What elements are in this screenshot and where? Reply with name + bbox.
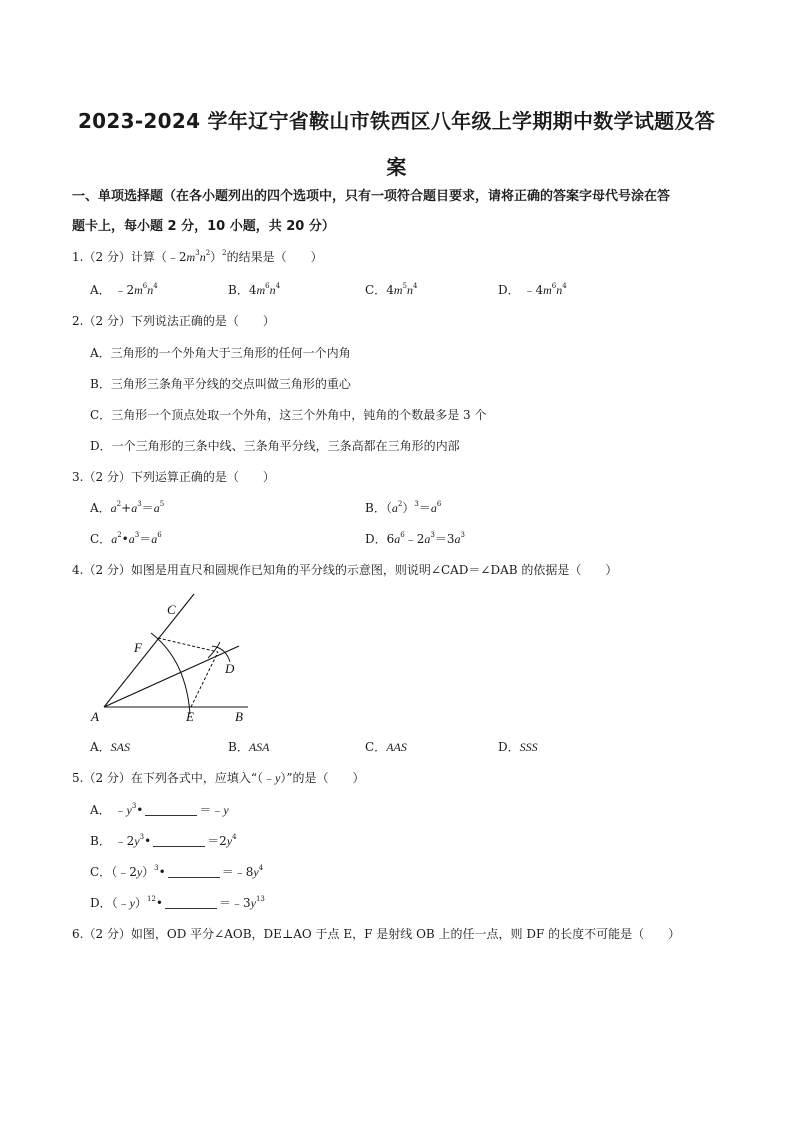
question-3-option-c[interactable]: C．$a^2•a^3=a^6$	[90, 531, 162, 546]
question-text: 下列说法正确的是（ ）	[130, 314, 275, 328]
question-6-stem	[72, 926, 680, 942]
question-3-option-d[interactable]: D．$6a^6﹣2a^3=3a^3$	[365, 531, 465, 546]
question-4-option-b[interactable]	[228, 739, 270, 755]
option-label: B．	[365, 501, 386, 515]
section-heading-line-1: 一、单项选择题（在各小题列出的四个选项中，只有一项符合题目要求，请将正确的答案字母代号涂在答	[72, 189, 671, 204]
answer-blank	[145, 804, 197, 816]
option-text: SAS	[110, 740, 131, 754]
question-2-option-b[interactable]	[90, 376, 351, 392]
question-number: 5.	[72, 771, 84, 785]
option-label: C．	[90, 408, 112, 422]
option-text: 三角形一个顶点处取一个外角，这三个外角中，钝角的个数最多是 3 个	[111, 408, 487, 422]
question-3-option-a[interactable]: A．$a^2+a^3=a^5$	[90, 500, 165, 515]
option-label: D．	[365, 532, 387, 546]
question-score: （2 分）	[83, 250, 131, 264]
question-2-option-d[interactable]	[90, 438, 460, 454]
question-score: （2 分）	[83, 470, 131, 484]
angle-bisector-diagram	[80, 590, 260, 730]
question-1-option-d[interactable]: D． $﹣4m^6n^4$	[498, 282, 567, 297]
option-label: D．	[90, 896, 112, 910]
question-3-option-b[interactable]: B．$(a^2)^3=a^6$	[365, 500, 442, 515]
question-1-option-b[interactable]: B．$4m^6n^4$	[228, 282, 281, 297]
option-label: C．	[365, 740, 387, 754]
answer-blank	[168, 866, 220, 878]
question-5-option-a[interactable]: A． $﹣y^3•$ ＝﹣y	[90, 802, 229, 817]
question-2-option-c[interactable]	[90, 407, 486, 423]
question-5-option-d[interactable]: D．（﹣y）$^{12}$• $=﹣3y^{13}$	[90, 895, 265, 910]
answer-blank	[165, 897, 217, 909]
title-line-2: 案	[386, 155, 407, 179]
question-1-option-c[interactable]: C．$4m^5n^4$	[365, 282, 418, 297]
option-label: B．	[228, 740, 249, 754]
document-title	[60, 98, 733, 190]
option-label: D．	[498, 740, 520, 754]
question-number: 6.	[72, 927, 84, 941]
option-label: C．	[365, 283, 387, 297]
question-1-option-a[interactable]: A． $﹣2m^6n^4$	[90, 282, 158, 297]
question-number: 3.	[72, 470, 84, 484]
label-e: E	[186, 709, 194, 724]
option-text: ASA	[248, 740, 270, 754]
answer-blank	[153, 835, 205, 847]
option-label: A．	[90, 740, 111, 754]
option-text: SSS	[519, 740, 538, 754]
option-label: C．	[90, 532, 112, 546]
option-label: A．	[90, 501, 111, 515]
question-4-option-c[interactable]	[365, 739, 407, 755]
label-d: D	[225, 661, 235, 676]
question-score: （2 分）	[83, 771, 131, 785]
title-line-1: 2023-2024 学年辽宁省鞍山市铁西区八年级上学期期中数学试题及答	[77, 109, 716, 133]
question-score: （2 分）	[83, 563, 131, 577]
label-b: B	[235, 709, 243, 724]
question-number: 2.	[72, 314, 84, 328]
question-text: 如图，OD 平分∠AOB，DE⊥AO 于点 E，F 是射线 OB 上的任一点，则 DF 的长度不可能是（ ）	[130, 927, 681, 941]
option-label: C．	[90, 865, 112, 879]
question-2-option-a[interactable]	[90, 345, 351, 361]
label-f: F	[134, 640, 142, 655]
question-4-option-a[interactable]	[90, 739, 130, 755]
label-a: A	[91, 709, 99, 724]
question-3-stem	[72, 469, 275, 485]
option-label: A．	[90, 803, 111, 817]
option-text: AAS	[386, 740, 407, 754]
option-label: B．	[228, 283, 249, 297]
option-label: D．	[90, 439, 112, 453]
question-score: （2 分）	[83, 927, 131, 941]
option-text: 三角形三条角平分线的交点叫做三角形的重心	[110, 377, 351, 391]
option-label: B．	[90, 377, 111, 391]
question-5-option-b[interactable]: B． $﹣2y^3• =2y^4$	[90, 833, 237, 848]
option-label: A．	[90, 346, 111, 360]
option-text: 三角形的一个外角大于三角形的任何一个内角	[110, 346, 351, 360]
question-4-stem	[72, 562, 617, 578]
question-text: 下列运算正确的是（ ）	[130, 470, 275, 484]
question-1-stem: 1.（2 分）计算$(﹣2m^3n^2)^2$的结果是（ ）	[72, 249, 323, 264]
section-heading	[72, 182, 732, 242]
question-5-option-c[interactable]: C．（﹣2y）$^3$• $=﹣8y^4$	[90, 864, 264, 879]
question-text: 如图是用直尺和圆规作已知角的平分线的示意图，则说明∠CAD＝∠DAB 的依据是（ ）	[130, 563, 618, 577]
question-2-stem	[72, 313, 275, 329]
question-number: 1.	[72, 250, 84, 264]
section-heading-line-2: 题卡上，每小题 2 分，10 小题，共 20 分）	[72, 219, 335, 234]
question-number: 4.	[72, 563, 84, 577]
option-label: B．	[90, 834, 111, 848]
question-4-option-d[interactable]	[498, 739, 538, 755]
question-score: （2 分）	[83, 314, 131, 328]
label-c: C	[167, 602, 176, 617]
option-label: A．	[90, 283, 111, 297]
option-text: 一个三角形的三条中线、三条角平分线，三条高都在三角形的内部	[111, 439, 460, 453]
question-5-stem: 5.（2 分）在下列各式中，应填入“（﹣y）”的是（ ）	[72, 771, 365, 785]
option-label: D．	[498, 283, 520, 297]
